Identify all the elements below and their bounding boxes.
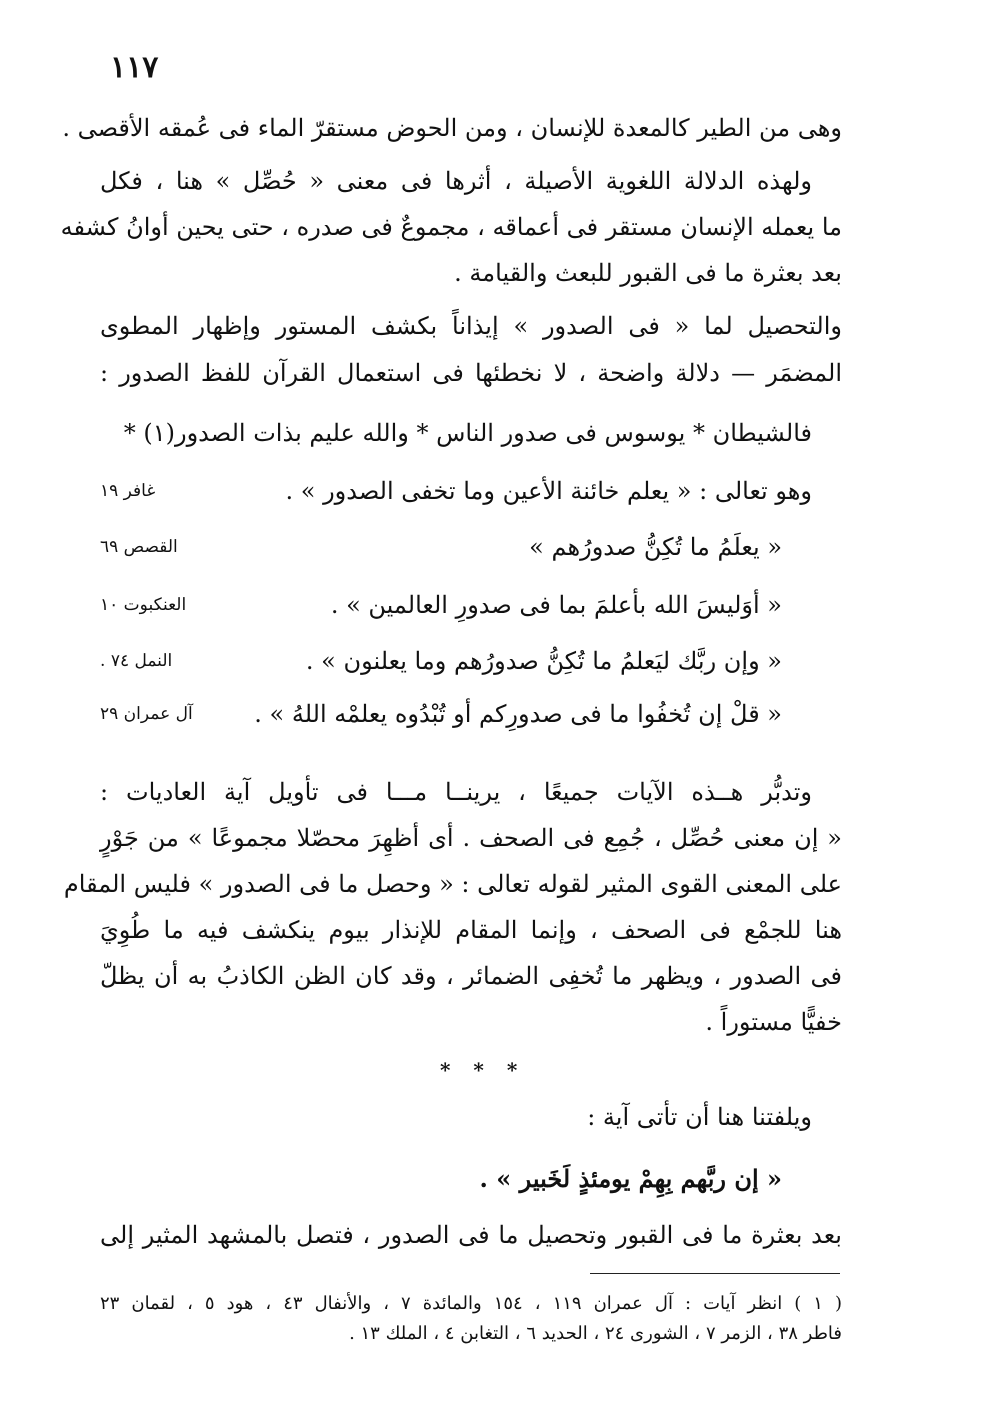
text-line: بعد بعثرة ما فى القبور وتحصيل ما فى الصدور ، فتصل بالمشهد المثير إلى (100, 1221, 842, 1249)
text-line: وهى من الطير كالمعدة للإنسان ، ومن الحوض مستقرّ الماء فى عُمقه الأقصى . (62, 114, 842, 142)
text-line: هنا للجمْع فى الصحف ، وإنما المقام للإنذار بيوم ينكشف فيه ما طُوِيَ (100, 916, 842, 944)
text-line: والتحصيل لما « فى الصدور » إيذاناً بكشف المستور وإظهار المطوى (100, 312, 842, 340)
verse-line: « أوَليسَ الله بأعلمَ بما فى صدورِ العالمين » . (330, 591, 782, 619)
verse-line: وهو تعالى : « يعلم خائنة الأعين وما تخفى الصدور » . (285, 477, 812, 505)
text-line: ويلفتنا هنا أن تأتى آية : (587, 1103, 812, 1131)
text-line: فى الصدور ، ويظهر ما تُخفِى الضمائر ، وقد كان الظن الكاذبُ به أن يظلّ (100, 962, 842, 990)
verse-reference: النمل ٧٤ . (100, 651, 173, 671)
text-line: على المعنى القوى المثير لقوله تعالى : « وحصل ما فى الصدور » فليس المقام (63, 870, 842, 898)
verse-line: « قلْ إن تُخفُوا ما فى صدورِكم أو تُبْدُوه يعلمْه اللهُ » . (254, 700, 782, 728)
verse-line: « وإن ربَّك ليَعلمُ ما تُكِنُّ صدورُهم وما يعلنون » . (305, 647, 782, 675)
text-line: « إن معنى حُصِّل ، جُمِع فى الصحف . أى أظهِرَ محصّلا مجموعًا » من جَوْرٍ (100, 824, 842, 852)
verse-line: « يعلَمُ ما تُكِنُّ صدورُهم » (529, 533, 782, 561)
text-line: ولهذه الدلالة اللغوية الأصيلة ، أثرها فى معنى « حُصِّل » هنا ، فكل (100, 167, 812, 195)
footnote-line: ( ١ ) انظر آيات : آل عمران ١١٩ ، ١٥٤ والمائدة ٧ ، والأنفال ٤٣ ، هود ٥ ، لقمان ٢٣ (100, 1293, 842, 1314)
text-line: المضمَر — دلالة واضحة ، لا نخطئها فى استعمال القرآن للفظ الصدور : (100, 359, 842, 387)
verse-reference: العنكبوت ١٠ (100, 595, 187, 615)
text-line: وتدبُّر هــذه الآيات جميعًا ، يرينــا مـــا فى تأويل آية العاديات : (100, 778, 813, 806)
verse-reference: آل عمران ٢٩ (100, 704, 193, 724)
text-line: ما يعمله الإنسان مستقر فى أعماقه ، مجموعٌ فى صدره ، حتى يحين أوانُ كشفه (60, 213, 842, 241)
footnote-line: فاطر ٣٨ ، الزمر ٧ ، الشورى ٢٤ ، الحديد ٦ ، التغابن ٤ ، الملك ١٣ . (349, 1323, 842, 1344)
page-number: ١١٧ (110, 50, 159, 85)
section-separator: * * * (440, 1058, 526, 1082)
verse-reference: القصص ٦٩ (100, 537, 178, 557)
text-line: فالشيطان * يوسوس فى صدور الناس * والله عليم بذات الصدور(١) * (123, 419, 812, 447)
text-line: خفيًّا مستوراً . (705, 1008, 842, 1036)
verse-line: « إن ربَّهم بِهِمْ يومئذٍ لَخَبير » . (479, 1164, 782, 1193)
verse-reference: غافر ١٩ (100, 481, 156, 501)
text-line: بعد بعثرة ما فى القبور للبعث والقيامة . (454, 259, 842, 287)
footnote-rule (590, 1273, 840, 1274)
